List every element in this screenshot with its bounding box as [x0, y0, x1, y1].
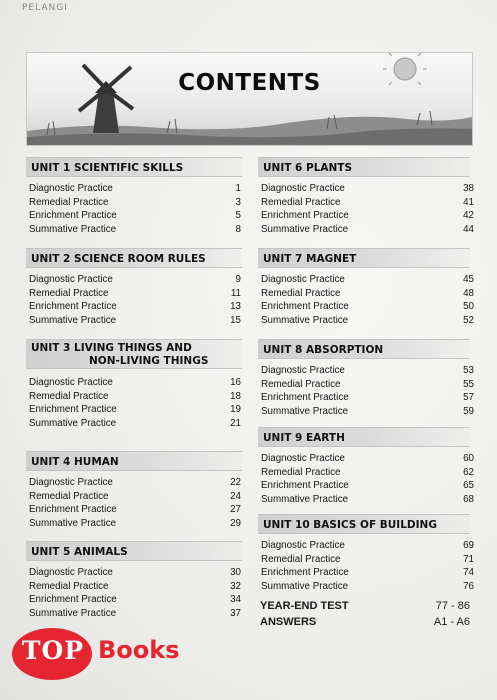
- toc-entry: [29, 376, 241, 389]
- toc-entry-label: Diagnostic Practice: [261, 540, 345, 551]
- toc-entry-label: Remedial Practice: [29, 390, 109, 402]
- toc-entry: [261, 223, 474, 236]
- toc-entry-page: 42: [463, 210, 474, 222]
- toc-entry-label: Summative Practice: [261, 224, 349, 236]
- unit-heading-line: UNIT 10 BASICS OF BUILDING: [263, 519, 437, 531]
- toc-entry-label: Summative Practice: [29, 418, 117, 430]
- toc-entry-label: Remedial Practice: [261, 378, 341, 390]
- toc-entry: [29, 476, 241, 489]
- logo-top-text: TOP: [21, 636, 85, 665]
- toc-entry: [29, 314, 241, 327]
- toc-entry: [261, 566, 474, 579]
- toc-entry: [29, 580, 241, 593]
- toc-entry: [261, 182, 474, 195]
- toc-entry-label: Remedial Practice: [261, 196, 341, 208]
- toc-entry: [261, 493, 474, 506]
- toc-entry-label: Summative Practice: [261, 315, 349, 327]
- toc-entry-page: 3: [235, 196, 241, 208]
- toc-entry: [261, 391, 474, 404]
- toc-entry: [261, 209, 474, 222]
- unit-heading-line: UNIT 4 HUMAN: [31, 456, 119, 468]
- toc-entry-page: 44: [463, 224, 474, 236]
- toc-entry-label: Diagnostic Practice: [29, 183, 113, 194]
- toc-entry-page: 8: [235, 224, 241, 236]
- toc-entry-label: Summative Practice: [29, 518, 117, 530]
- toc-entry: [261, 378, 474, 391]
- toc-entry-label: Summative Practice: [29, 608, 117, 620]
- toc-entry: [261, 364, 474, 377]
- toc-entry-page: 59: [463, 406, 474, 418]
- year-end-test-entry: [260, 598, 470, 614]
- toc-entry-page: 55: [463, 378, 474, 390]
- toc-entry-page: 24: [230, 490, 241, 502]
- unit-heading: [26, 248, 242, 268]
- toc-entry-label: Diagnostic Practice: [29, 274, 113, 285]
- toc-entry-page: 19: [230, 404, 241, 416]
- unit-heading: [258, 248, 470, 268]
- unit-heading-line: UNIT 6 PLANTS: [263, 162, 353, 174]
- unit-heading-line: UNIT 1 SCIENTIFIC SKILLS: [31, 162, 184, 174]
- unit-heading: [258, 514, 470, 534]
- toc-entry-label: Enrichment Practice: [261, 480, 349, 492]
- toc-entry-page: 32: [230, 580, 241, 592]
- toc-entry-page: 65: [463, 480, 474, 492]
- extra-pages: A1 - A6: [433, 616, 470, 628]
- unit-heading-line: UNIT 3 LIVING THINGS AND: [31, 342, 192, 354]
- windmill-landscape-illustration: [27, 53, 472, 145]
- toc-entry-label: Summative Practice: [29, 315, 117, 327]
- toc-entry-label: Diagnostic Practice: [261, 365, 345, 376]
- toc-entry-label: Enrichment Practice: [261, 392, 349, 404]
- unit-heading-line: UNIT 2 SCIENCE ROOM RULES: [31, 253, 206, 265]
- unit-heading-line: NON-LIVING THINGS: [89, 355, 209, 367]
- toc-entry: [29, 417, 241, 430]
- toc-entry-label: Diagnostic Practice: [29, 477, 113, 488]
- toc-entry-page: 15: [230, 315, 241, 327]
- toc-entry: [261, 196, 474, 209]
- toc-entry-label: Summative Practice: [261, 406, 349, 418]
- toc-entry: [261, 479, 474, 492]
- toc-entry-page: 34: [230, 594, 241, 606]
- toc-entry-label: Remedial Practice: [29, 580, 109, 592]
- toc-entry-page: 18: [230, 390, 241, 402]
- toc-entry-page: 52: [463, 315, 474, 327]
- toc-entry-label: Summative Practice: [261, 581, 349, 593]
- toc-entry: [29, 403, 241, 416]
- toc-entry-label: Diagnostic Practice: [29, 377, 113, 388]
- unit-heading: [26, 451, 242, 471]
- toc-entry-page: 41: [463, 196, 474, 208]
- toc-entry-page: 16: [230, 377, 241, 388]
- toc-entry-page: 5: [235, 210, 241, 222]
- toc-entry-label: Remedial Practice: [261, 466, 341, 478]
- toc-entry-page: 60: [463, 453, 474, 464]
- toc-entry: [261, 273, 474, 286]
- toc-entry-page: 30: [230, 567, 241, 578]
- toc-entry-label: Diagnostic Practice: [261, 183, 345, 194]
- topbooks-logo: [12, 626, 202, 682]
- toc-entry-label: Diagnostic Practice: [261, 453, 345, 464]
- extra-pages: 77 - 86: [435, 600, 470, 612]
- toc-entry-page: 76: [463, 581, 474, 593]
- toc-entry-page: 68: [463, 494, 474, 506]
- toc-entry: [261, 314, 474, 327]
- toc-entry-page: 45: [463, 274, 474, 285]
- toc-entry: [261, 452, 474, 465]
- toc-entry-label: Diagnostic Practice: [29, 567, 113, 578]
- toc-entry-page: 74: [463, 567, 474, 579]
- unit-heading: [258, 427, 470, 447]
- toc-entry-label: Remedial Practice: [261, 553, 341, 565]
- toc-entry-label: Remedial Practice: [29, 490, 109, 502]
- toc-entry-page: 57: [463, 392, 474, 404]
- toc-entry-page: 53: [463, 365, 474, 376]
- toc-entry: [29, 273, 241, 286]
- unit-heading-line: UNIT 8 ABSORPTION: [263, 344, 384, 356]
- toc-entry-label: Enrichment Practice: [29, 301, 117, 313]
- unit-heading: [26, 541, 242, 561]
- toc-entry: [261, 466, 474, 479]
- toc-entry-label: Summative Practice: [29, 224, 117, 236]
- toc-entry-page: 62: [463, 466, 474, 478]
- unit-heading-line: UNIT 9 EARTH: [263, 432, 345, 444]
- toc-entry-page: 27: [230, 504, 241, 516]
- toc-entry-page: 29: [230, 518, 241, 530]
- toc-entry-label: Summative Practice: [261, 494, 349, 506]
- extra-label: ANSWERS: [260, 616, 317, 628]
- toc-entry: [29, 300, 241, 313]
- toc-entry: [29, 182, 241, 195]
- toc-entry: [29, 196, 241, 209]
- publisher-mark: PELANGI: [22, 3, 68, 13]
- toc-entry: [29, 566, 241, 579]
- toc-entry-page: 9: [235, 274, 241, 285]
- toc-entry: [29, 607, 241, 620]
- toc-entry-label: Enrichment Practice: [29, 210, 117, 222]
- toc-entry-label: Enrichment Practice: [29, 404, 117, 416]
- toc-entry-label: Remedial Practice: [261, 287, 341, 299]
- toc-entry: [29, 490, 241, 503]
- unit-heading: [26, 339, 242, 369]
- unit-heading: [26, 157, 242, 177]
- toc-entry: [29, 517, 241, 530]
- toc-entry: [261, 287, 474, 300]
- toc-entry-page: 1: [235, 183, 241, 194]
- unit-heading: [258, 339, 470, 359]
- toc-entry-label: Remedial Practice: [29, 287, 109, 299]
- toc-entry-page: 69: [463, 540, 474, 551]
- toc-entry-page: 22: [230, 477, 241, 488]
- toc-entry: [29, 503, 241, 516]
- toc-entry-page: 48: [463, 287, 474, 299]
- toc-entry-page: 21: [230, 418, 241, 430]
- toc-entry-page: 37: [230, 608, 241, 620]
- answers-entry: [260, 614, 470, 630]
- toc-entry-label: Enrichment Practice: [29, 594, 117, 606]
- toc-entry-page: 13: [230, 301, 241, 313]
- toc-entry-page: 50: [463, 301, 474, 313]
- toc-entry-label: Enrichment Practice: [261, 210, 349, 222]
- toc-entry-label: Enrichment Practice: [261, 301, 349, 313]
- unit-heading-line: UNIT 7 MAGNET: [263, 253, 357, 265]
- toc-entry: [29, 223, 241, 236]
- unit-heading: [258, 157, 470, 177]
- toc-entry: [29, 593, 241, 606]
- toc-entry-label: Enrichment Practice: [261, 567, 349, 579]
- toc-entry-page: 11: [230, 287, 241, 299]
- toc-entry-label: Enrichment Practice: [29, 504, 117, 516]
- toc-entry-label: Diagnostic Practice: [261, 274, 345, 285]
- toc-entry: [29, 287, 241, 300]
- toc-entry: [261, 300, 474, 313]
- toc-entry-page: 71: [463, 553, 474, 565]
- toc-entry-label: Remedial Practice: [29, 196, 109, 208]
- toc-entry: [261, 539, 474, 552]
- extra-label: YEAR-END TEST: [260, 600, 349, 612]
- toc-entry: [29, 209, 241, 222]
- contents-title: CONTENTS: [178, 70, 321, 96]
- toc-entry-page: 38: [463, 183, 474, 194]
- toc-entry: [261, 580, 474, 593]
- contents-banner: [26, 52, 473, 146]
- toc-entry: [261, 405, 474, 418]
- logo-books-text: Books: [98, 636, 180, 664]
- toc-entry: [261, 553, 474, 566]
- unit-heading-line: UNIT 5 ANIMALS: [31, 546, 128, 558]
- toc-entry: [29, 390, 241, 403]
